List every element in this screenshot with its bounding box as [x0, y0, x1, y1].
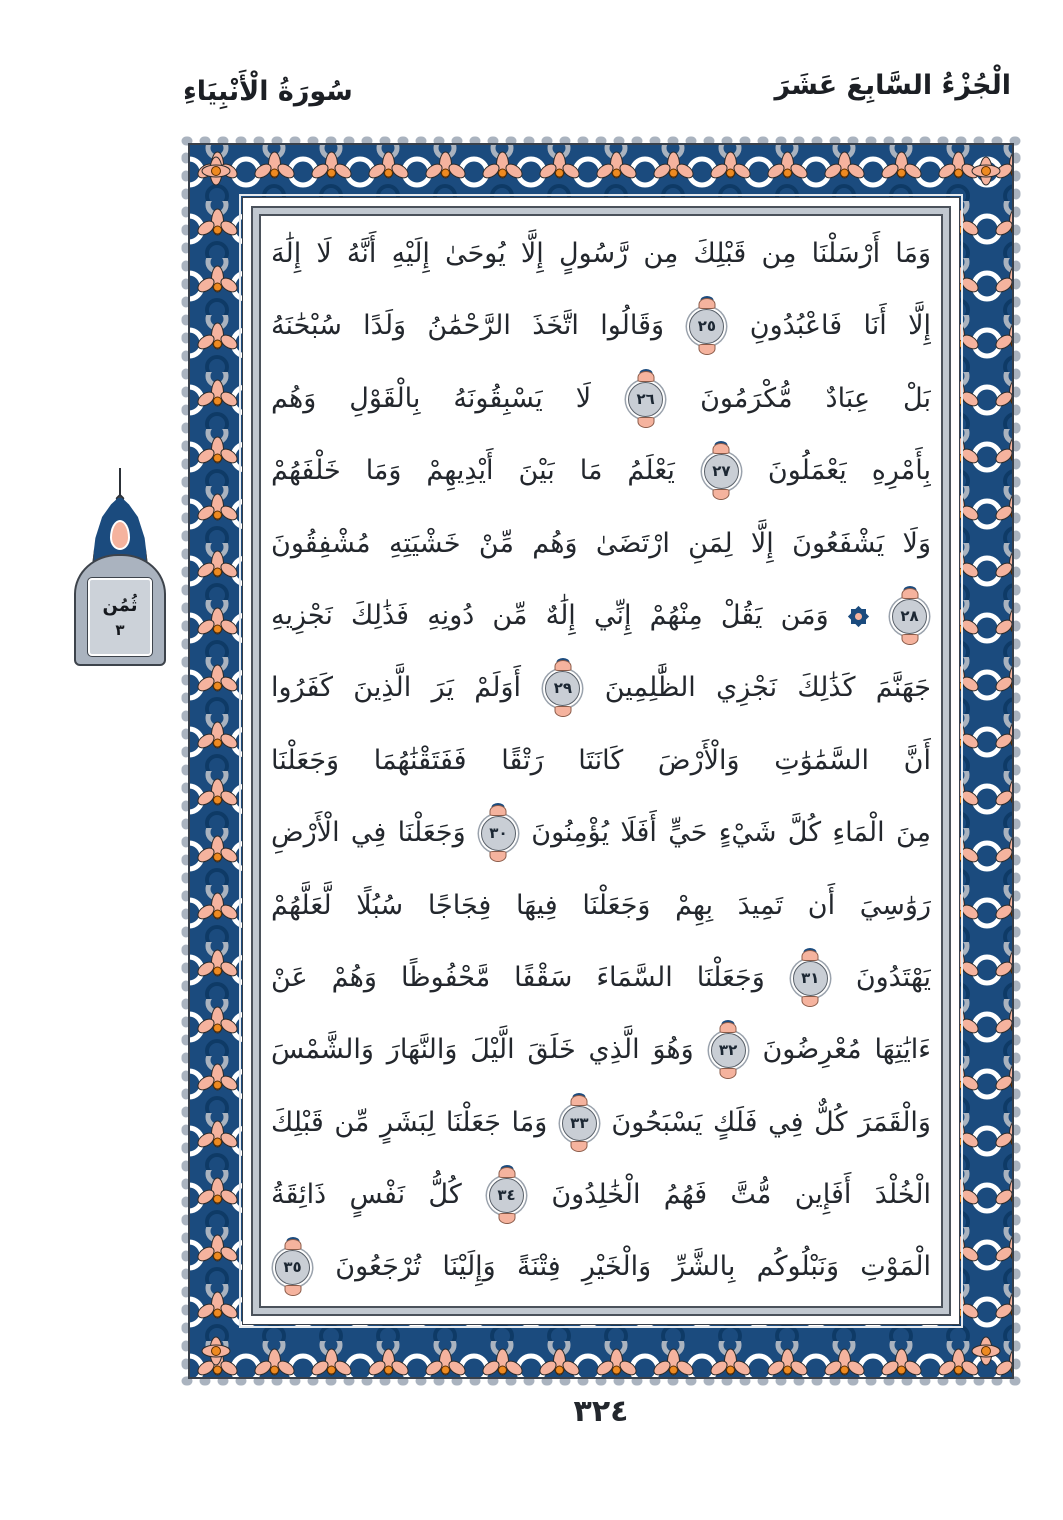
- ayah-text: أَنَّ السَّمَٰوَٰتِ وَالْأَرْضَ كَانَتَا رَتْقًا فَفَتَقْنَٰهُمَا وَجَعَلْنَا: [271, 744, 931, 776]
- ayah-text: وَجَعَلْنَا فِي الْأَرْضِ: [271, 817, 466, 849]
- quran-line: [271, 1159, 931, 1231]
- thumn-finial: [119, 468, 121, 498]
- inner-margin: [243, 198, 959, 1324]
- ayah-text: وَلَا يَشْفَعُونَ إِلَّا لِمَنِ ارْتَضَىٰ وَهُم مِّنْ خَشْيَتِهِ مُشْفِقُونَ: [271, 527, 931, 559]
- verse-number: ٢٧: [712, 462, 731, 481]
- ayah-text: وَمَا جَعَلْنَا لِبَشَرٍ مِّن قَبْلِكَ: [271, 1106, 548, 1138]
- quran-line: [271, 580, 931, 652]
- rub-el-hizb-icon: [850, 608, 867, 625]
- verse-number: ٣٤: [497, 1186, 516, 1205]
- quran-line: [271, 1014, 931, 1086]
- verse-number: ٣٥: [283, 1258, 302, 1277]
- verse-number-badge: [275, 1250, 310, 1285]
- thumn-label: ثُمُن: [102, 595, 138, 617]
- ayah-text: جَهَنَّمَ كَذَٰلِكَ نَجْزِي الظَّٰلِمِينَ: [604, 672, 931, 704]
- verse-number: ٣٣: [570, 1113, 589, 1132]
- quran-line: [271, 652, 931, 724]
- surah-title: سُورَةُ الْأَنْبِيَاءِ: [183, 76, 353, 107]
- quran-line: [271, 942, 931, 1014]
- verse-number-badge: [562, 1106, 597, 1141]
- thumn-panel: [88, 578, 152, 656]
- verse-number: ٣١: [801, 968, 820, 987]
- thumn-marker: [73, 468, 167, 673]
- ayah-text: وَجَعَلْنَا السَّمَاءَ سَقْفًا مَّحْفُوظًا وَهُمْ عَنْ: [271, 961, 765, 993]
- verse-number: ٢٩: [553, 679, 573, 698]
- quran-line: [271, 797, 931, 869]
- verse-number-badge: [892, 599, 927, 634]
- ayah-text: يَهْتَدُونَ: [855, 961, 931, 993]
- ayah-text: وَقَالُوا اتَّخَذَ الرَّحْمَٰنُ وَلَدًا سُبْحَٰنَهُ: [271, 310, 665, 342]
- ayah-text: بَلْ عِبَادٌ مُّكْرَمُونَ: [700, 382, 931, 414]
- ayah-text: وَمَن يَقُلْ مِنْهُمْ إِنِّي إِلَٰهٌ مِّن دُونِهِ فَذَٰلِكَ نَجْزِيهِ: [271, 599, 829, 631]
- ayah-text: ءَايَٰتِهَا مُعْرِضُونَ: [762, 1034, 931, 1066]
- verse-number-badge: [793, 961, 828, 996]
- verse-number-badge: [545, 671, 580, 706]
- ayah-text: مِنَ الْمَاءِ كُلَّ شَيْءٍ حَيٍّ أَفَلَا يُؤْمِنُونَ: [531, 817, 931, 849]
- ayah-text: وَالْقَمَرَ كُلٌّ فِي فَلَكٍ يَسْبَحُونَ: [611, 1106, 931, 1138]
- ayah-text: يَعْلَمُ مَا بَيْنَ أَيْدِيهِمْ وَمَا خَلْفَهُمْ: [271, 455, 675, 487]
- quran-line: [271, 290, 931, 362]
- verse-number: ٢٨: [900, 606, 919, 625]
- quran-line: [271, 725, 931, 797]
- verse-number-badge: [481, 816, 516, 851]
- quran-text: [271, 218, 931, 1304]
- ayah-text: لَا يَسْبِقُونَهُ بِالْقَوْلِ وَهُم: [271, 382, 592, 414]
- quran-line: [271, 870, 931, 942]
- ayah-text: إِلَّا أَنَا فَاعْبُدُونِ: [749, 310, 931, 342]
- quran-line: [271, 1087, 931, 1159]
- ornamental-border-frame: [189, 144, 1013, 1378]
- verse-number: ٢٦: [636, 389, 655, 408]
- verse-number: ٣٢: [718, 1041, 738, 1060]
- verse-number-badge: [489, 1178, 524, 1213]
- juz-title: الْجُزْءُ السَّابِعَ عَشَرَ: [774, 70, 1011, 101]
- ayah-text: رَوَٰسِيَ أَن تَمِيدَ بِهِمْ وَجَعَلْنَا فِيهَا فِجَاجًا سُبُلًا لَّعَلَّهُمْ: [271, 889, 931, 921]
- ayah-text: الْخُلْدَ أَفَإِين مُّتَّ فَهُمُ الْخَٰلِدُونَ: [551, 1179, 931, 1211]
- page-number: ٣٢٤: [573, 1394, 629, 1429]
- quran-line: [271, 363, 931, 435]
- verse-number: ٣٠: [489, 824, 508, 843]
- verse-number-badge: [711, 1033, 746, 1068]
- thumn-dome: [74, 554, 166, 666]
- verse-number-badge: [704, 454, 739, 489]
- quran-line: [271, 435, 931, 507]
- ayah-text: أَوَلَمْ يَرَ الَّذِينَ كَفَرُوا: [271, 672, 522, 704]
- quran-line: [271, 218, 931, 290]
- inner-gray-frame: [251, 206, 951, 1316]
- verse-number-badge: [628, 382, 663, 417]
- verse-number: ٢٥: [697, 317, 717, 336]
- ayah-text: وَهُوَ الَّذِي خَلَقَ الَّيْلَ وَالنَّهَارَ وَالشَّمْسَ: [271, 1034, 694, 1066]
- ayah-text: بِأَمْرِهِ يَعْمَلُونَ: [767, 455, 931, 487]
- ayah-text: الْمَوْتِ وَنَبْلُوكُم بِالشَّرِّ وَالْخَيْرِ فِتْنَةً وَإِلَيْنَا تُرْجَعُونَ: [335, 1251, 931, 1283]
- ayah-text: وَمَا أَرْسَلْنَا مِن قَبْلِكَ مِن رَّسُولٍ إِلَّا يُوحَىٰ إِلَيْهِ أَنَّهُ لَا إِلَٰهَ: [271, 238, 931, 269]
- thumn-number: ٣: [115, 620, 125, 639]
- verse-number-badge: [689, 309, 724, 344]
- ayah-text: كُلُّ نَفْسٍ ذَائِقَةُ: [271, 1179, 462, 1211]
- text-field: [259, 214, 943, 1308]
- quran-line: [271, 1231, 931, 1303]
- quran-line: [271, 508, 931, 580]
